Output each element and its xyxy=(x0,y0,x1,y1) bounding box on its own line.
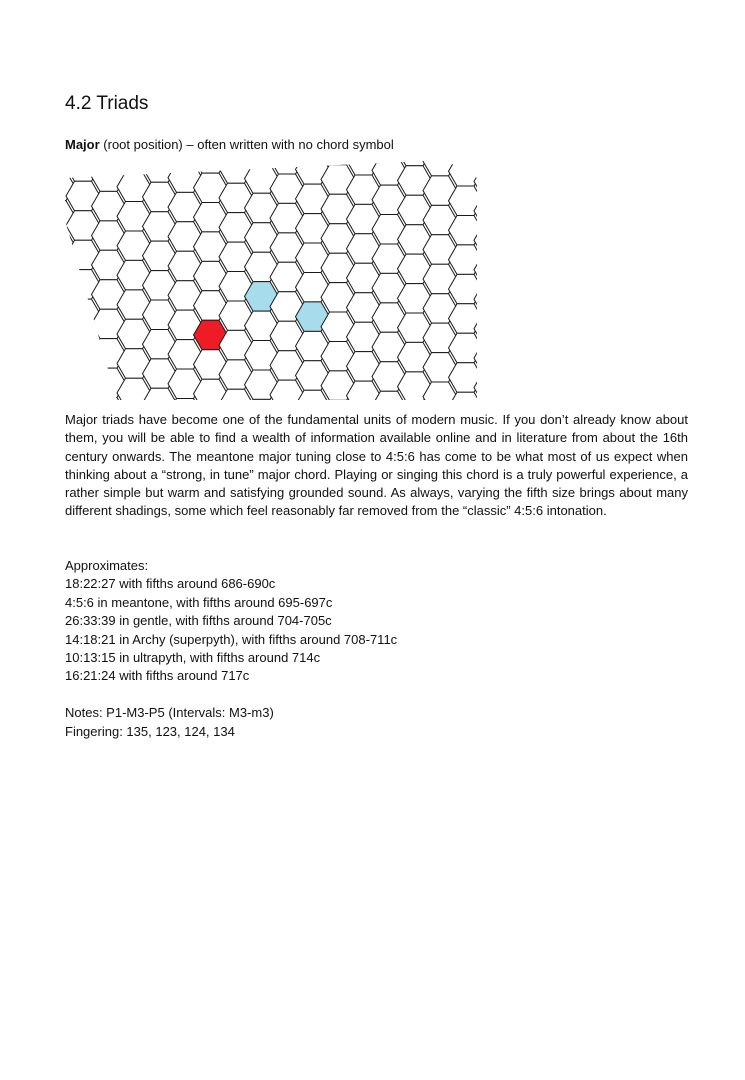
approximate-item: 18:22:27 with fifths around 686-690c xyxy=(65,576,276,592)
notes-block xyxy=(65,704,274,741)
approximate-item: 16:21:24 with fifths around 717c xyxy=(65,668,250,684)
approximates-heading: Approximates: xyxy=(65,558,149,573)
lattice-hex xyxy=(65,260,75,289)
lattice-hex xyxy=(449,160,478,186)
lattice-hex xyxy=(66,387,100,400)
approximates-list xyxy=(65,557,397,686)
lattice-hex xyxy=(65,348,75,378)
approximate-item: 14:18:21 in Archy (superpyth), with fifths around 708-711c xyxy=(65,631,398,647)
hex-lattice-svg xyxy=(65,160,477,400)
chord-description: (root position) – often written with no chord symbol xyxy=(99,137,394,152)
body-paragraph: Major triads have become one of the fundamental units of modern music. If you don’t already know about them, you will be able to find a wealth of information available online and in literature from about the 16th century onwards. The meantone major tuning close to 4:5:6 has come to be what most of us expect when thinking about a “strong, in tune” major chord. Playing or singing this chord is a truly powerful experience, a rather simple but warm and satisfying grounded sound. As always, varying the fifth size brings about many different shadings, some which feel reasonably far removed from the “classic” 4:5:6 intonation. xyxy=(65,412,688,519)
lattice-hex xyxy=(65,318,75,347)
lattice-hex xyxy=(117,160,151,172)
lattice-hex xyxy=(321,160,355,165)
lattice-hex xyxy=(66,358,100,388)
lattice-hex xyxy=(474,160,477,167)
lattice-hex xyxy=(65,289,75,319)
lattice-hex xyxy=(66,299,100,328)
chord-subtitle xyxy=(65,137,394,152)
chord-name: Major xyxy=(65,137,100,152)
fingering-line: Fingering: 135, 123, 124, 134 xyxy=(65,723,235,739)
lattice-hex xyxy=(66,329,100,358)
lattice-hex xyxy=(92,160,126,162)
lattice-hex xyxy=(65,160,75,171)
lattice-hex xyxy=(65,377,75,400)
approximate-item: 10:13:15 in ultrapyth, with fifths around 714c xyxy=(65,650,321,666)
page-title: 4.2 Triads xyxy=(65,93,149,114)
hex-lattice-diagram xyxy=(65,160,477,400)
notes-line: Notes: P1-M3-P5 (Intervals: M3-m3) xyxy=(65,705,274,720)
approximate-item: 4:5:6 in meantone, with fifths around 695-697c xyxy=(65,594,333,610)
lattice-hex xyxy=(245,160,279,164)
approximate-item: 26:33:39 in gentle, with fifths around 704-705c xyxy=(65,613,332,629)
lattice-hex xyxy=(168,160,202,163)
